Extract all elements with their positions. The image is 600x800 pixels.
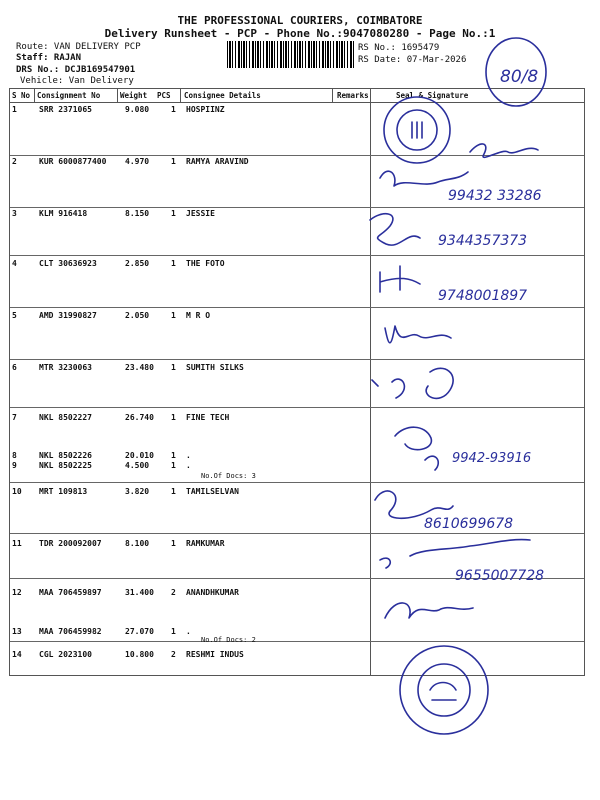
handwritten-note: 80/8 xyxy=(500,67,539,87)
cell-pcs: 1 xyxy=(171,157,176,166)
company-seal xyxy=(400,646,488,734)
cell-consignment: KLM 916418 xyxy=(39,209,88,218)
cell-sno: 7 xyxy=(12,413,17,422)
drs-label: DRS No.: DCJB169547901 xyxy=(16,65,136,75)
handwritten-phone: 9344357373 xyxy=(438,233,528,249)
cell-pcs: 1 xyxy=(171,451,176,460)
route-label: Route: VAN DELIVERY PCP xyxy=(16,42,141,52)
cell-consignment: CGL 2023100 xyxy=(39,650,92,659)
vehicle-label: Vehicle: Van Delivery xyxy=(20,76,134,86)
cell-weight: 4.970 xyxy=(125,157,150,166)
rs-number: RS No.: 1695479 xyxy=(358,43,440,53)
cell-consignee: HOSPIINZ xyxy=(186,105,225,114)
cell-consignee: JESSIE xyxy=(186,209,215,218)
cell-consignee: . xyxy=(186,451,191,460)
signature-5 xyxy=(385,326,451,343)
cell-pcs: 1 xyxy=(171,105,176,114)
cell-sno: 5 xyxy=(12,311,17,320)
cell-consignment: NKL 8502227 xyxy=(39,413,92,422)
cell-consignee: FINE TECH xyxy=(186,413,230,422)
cell-consignee: . xyxy=(186,627,191,636)
cell-pcs: 1 xyxy=(171,487,176,496)
signature-4 xyxy=(380,266,420,292)
cell-weight: 10.800 xyxy=(125,650,154,659)
cell-pcs: 2 xyxy=(171,588,176,597)
cell-sno: 10 xyxy=(12,487,22,496)
cell-pcs: 1 xyxy=(171,413,176,422)
cell-weight: 23.480 xyxy=(125,363,154,372)
col-remarks: Remarks xyxy=(337,91,369,100)
cell-consignee: RESHMI INDUS xyxy=(186,650,244,659)
cell-consignee: THE FOTO xyxy=(186,259,225,268)
company-title: THE PROFESSIONAL COURIERS, COIMBATORE xyxy=(177,14,423,27)
cell-sno: 13 xyxy=(12,627,22,636)
cell-weight: 9.080 xyxy=(125,105,150,114)
runsheet-subtitle: Delivery Runsheet - PCP - Phone No.:9047080280 - Page No.:1 xyxy=(104,27,496,40)
cell-consignee: RAMYA ARAVIND xyxy=(186,157,249,166)
col-weight: Weight xyxy=(120,91,148,100)
cell-consignee: . xyxy=(186,461,191,470)
staff-label: Staff: RAJAN xyxy=(16,53,82,63)
signature-1 xyxy=(470,144,538,157)
company-seal-inner xyxy=(418,664,470,716)
cell-consignment: TDR 200092007 xyxy=(39,539,102,548)
cell-consignee: M R O xyxy=(186,311,211,320)
col-consignment: Consignment No xyxy=(37,91,101,100)
cell-consignment: MRT 109813 xyxy=(39,487,88,496)
cell-pcs: 1 xyxy=(171,627,176,636)
cell-consignee: ANANDHKUMAR xyxy=(186,588,239,597)
cell-pcs: 2 xyxy=(171,650,176,659)
cell-consignment: MAA 706459982 xyxy=(39,627,102,636)
cell-consignee: SUMITH SILKS xyxy=(186,363,244,372)
handwritten-phone: 8610699678 xyxy=(424,516,514,532)
cell-weight: 2.850 xyxy=(125,259,150,268)
cell-consignment: NKL 8502226 xyxy=(39,451,92,460)
cell-sno: 2 xyxy=(12,157,17,166)
cell-weight: 8.100 xyxy=(125,539,150,548)
col-consignee: Consignee Details xyxy=(184,91,261,100)
cell-pcs: 1 xyxy=(171,539,176,548)
cell-weight: 20.010 xyxy=(125,451,154,460)
cell-consignment: AMD 31990827 xyxy=(39,311,97,320)
cell-consignment: CLT 30636923 xyxy=(39,259,97,268)
cell-weight: 3.820 xyxy=(125,487,150,496)
handwritten-phone: 99432 33286 xyxy=(448,188,542,204)
cell-consignment: KUR 6000877400 xyxy=(39,157,107,166)
cell-weight: 2.050 xyxy=(125,311,150,320)
stamp-mark xyxy=(412,122,422,138)
cell-sno: 12 xyxy=(12,588,22,597)
signature-3 xyxy=(370,214,420,245)
signature-8 xyxy=(375,491,453,518)
col-seal: Seal & Signature xyxy=(396,91,469,100)
cell-pcs: 1 xyxy=(171,363,176,372)
cell-pcs: 1 xyxy=(171,259,176,268)
cell-pcs: 1 xyxy=(171,461,176,470)
signature-7 xyxy=(395,427,438,470)
cell-consignment: SRR 2371065 xyxy=(39,105,92,114)
seal-mark xyxy=(430,683,456,701)
cell-weight: 31.400 xyxy=(125,588,154,597)
docs-count: No.Of Docs: 3 xyxy=(201,472,256,480)
col-sno: S No xyxy=(12,91,31,100)
cell-sno: 11 xyxy=(12,539,22,548)
cell-pcs: 1 xyxy=(171,311,176,320)
cell-weight: 4.500 xyxy=(125,461,150,470)
cell-sno: 6 xyxy=(12,363,17,372)
signature-2 xyxy=(380,171,468,186)
cell-consignment: NKL 8502225 xyxy=(39,461,92,470)
cell-weight: 26.740 xyxy=(125,413,154,422)
signature-6 xyxy=(372,368,453,398)
cell-sno: 1 xyxy=(12,105,17,114)
cell-sno: 4 xyxy=(12,259,17,268)
handwritten-phone: 9748001897 xyxy=(438,288,528,304)
cell-consignee: RAMKUMAR xyxy=(186,539,225,548)
docs-count: No.Of Docs: 2 xyxy=(201,636,256,644)
cell-weight: 27.070 xyxy=(125,627,154,636)
cell-sno: 9 xyxy=(12,461,17,470)
cell-sno: 14 xyxy=(12,650,22,659)
cell-sno: 8 xyxy=(12,451,17,460)
signature-9 xyxy=(380,540,530,568)
rs-date: RS Date: 07-Mar-2026 xyxy=(358,55,467,65)
cell-pcs: 1 xyxy=(171,209,176,218)
cell-consignment: MAA 706459897 xyxy=(39,588,102,597)
cell-weight: 8.150 xyxy=(125,209,150,218)
cell-consignee: TAMILSELVAN xyxy=(186,487,239,496)
col-pcs: PCS xyxy=(157,91,171,100)
signature-10 xyxy=(385,603,473,618)
handwritten-phone: 9655007728 xyxy=(455,568,545,584)
handwritten-phone: 9942-93916 xyxy=(452,451,532,466)
cell-consignment: MTR 3230063 xyxy=(39,363,92,372)
cell-sno: 3 xyxy=(12,209,17,218)
